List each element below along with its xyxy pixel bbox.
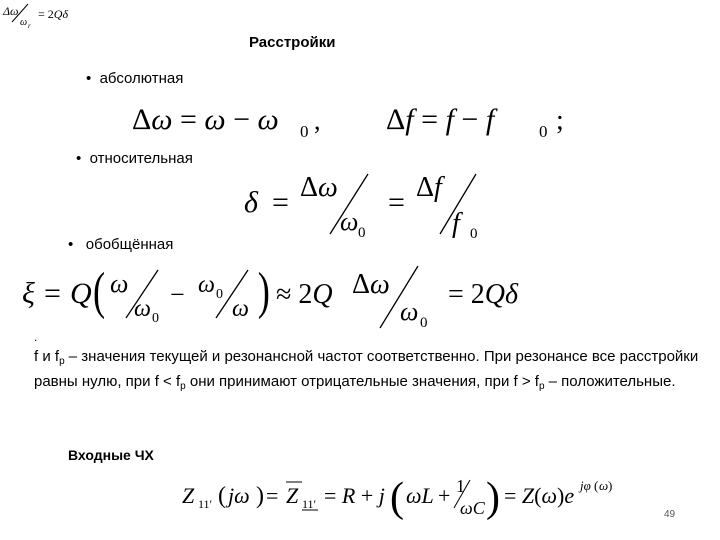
- bullet-dot: •: [76, 150, 90, 167]
- svg-text:Q: Q: [70, 277, 92, 310]
- svg-text:Z: Z: [286, 483, 299, 508]
- svg-text:ω: ω: [134, 296, 151, 322]
- svg-text:0: 0: [539, 122, 548, 141]
- svg-text:0: 0: [358, 225, 366, 241]
- svg-text:): ): [608, 478, 613, 493]
- svg-text:ω: ω: [198, 272, 215, 298]
- slide-title: Расстройки: [249, 34, 336, 51]
- svg-text:Δω: Δω: [3, 4, 19, 18]
- svg-text:ω: ω: [110, 269, 129, 298]
- section-heading: Входные ЧХ: [68, 447, 154, 463]
- svg-text:): ): [486, 475, 500, 521]
- formula-absolute: [132, 103, 564, 141]
- svg-text:ω: ω: [340, 207, 359, 236]
- bullet-generalized-label: обобщённая: [85, 236, 174, 253]
- svg-text:= R + j: = R + j: [324, 483, 385, 508]
- svg-text:=: =: [272, 186, 289, 219]
- page-number: 49: [664, 509, 676, 520]
- svg-text:f: f: [452, 208, 460, 239]
- svg-text:(: (: [390, 475, 404, 521]
- svg-text:ω: ω: [232, 296, 249, 322]
- explanation-paragraph: f и $f_р$ – значения текущей и резонансной частот соответственно. При резонансе все расстройки равны нулю, при $f < f_р$ они принимают отрицательные значения, при $f > f_р$ – положительные.: [34, 348, 699, 392]
- svg-text:11′: 11′: [302, 497, 317, 511]
- svg-text:−: −: [170, 280, 185, 309]
- svg-text:= 2Qδ: = 2Qδ: [448, 279, 519, 310]
- svg-text:ω: ω: [20, 17, 28, 28]
- svg-text:= 2Qδ: = 2Qδ: [38, 7, 69, 21]
- svg-text:δ: δ: [244, 186, 258, 219]
- svg-text:ωL: ωL: [406, 483, 434, 508]
- svg-text:+: +: [438, 483, 451, 508]
- svg-text:1: 1: [456, 476, 465, 496]
- svg-text:Δf: Δf: [416, 172, 442, 203]
- svg-text:ωC: ωC: [460, 498, 485, 518]
- svg-text:11′: 11′: [198, 497, 213, 511]
- svg-text:Δω: Δω: [300, 172, 338, 203]
- formula-input-impedance: [182, 475, 612, 521]
- svg-text:ξ: ξ: [22, 277, 35, 310]
- stray-dot: .: [34, 330, 38, 344]
- svg-text:Δf = f − f: Δf = f − f: [386, 103, 495, 136]
- svg-text:(: (: [93, 261, 106, 320]
- svg-text:;: ;: [556, 105, 564, 136]
- svg-text:0: 0: [152, 311, 159, 326]
- svg-text:Z: Z: [182, 483, 195, 508]
- svg-text:=: =: [266, 483, 279, 508]
- svg-text:0: 0: [300, 122, 309, 141]
- corner-formula: [2, 4, 68, 30]
- svg-text:): ): [257, 261, 270, 320]
- svg-text:(: (: [218, 483, 226, 509]
- bullet-dot: •: [68, 236, 86, 253]
- svg-text:jφ: jφ: [580, 478, 591, 493]
- svg-text:jω: jω: [228, 483, 250, 508]
- svg-text:r: r: [28, 22, 31, 30]
- bullet-absolute-label: абсолютная: [99, 70, 184, 87]
- svg-text:≈ 2Q: ≈ 2Q: [276, 279, 333, 310]
- svg-text:Δω: Δω: [352, 269, 390, 300]
- bullet-relative-label: относительная: [89, 150, 193, 167]
- svg-text:,: ,: [314, 106, 321, 135]
- svg-text:0: 0: [216, 287, 223, 302]
- svg-text:ω: ω: [599, 478, 609, 493]
- svg-text:= Z(ω)e: = Z(ω)e: [504, 483, 575, 508]
- svg-text:ω: ω: [400, 297, 419, 326]
- svg-text:): ): [256, 483, 264, 509]
- formula-generalized: [22, 262, 519, 331]
- svg-text:(: (: [594, 478, 599, 493]
- svg-text:0: 0: [470, 226, 478, 242]
- svg-text:0: 0: [420, 315, 428, 331]
- bullet-dot: •: [86, 70, 100, 87]
- svg-text:=: =: [388, 186, 405, 219]
- formula-relative: [244, 172, 478, 242]
- svg-text:=: =: [44, 277, 61, 310]
- svg-text:Δω = ω − ω: Δω = ω − ω: [132, 103, 279, 136]
